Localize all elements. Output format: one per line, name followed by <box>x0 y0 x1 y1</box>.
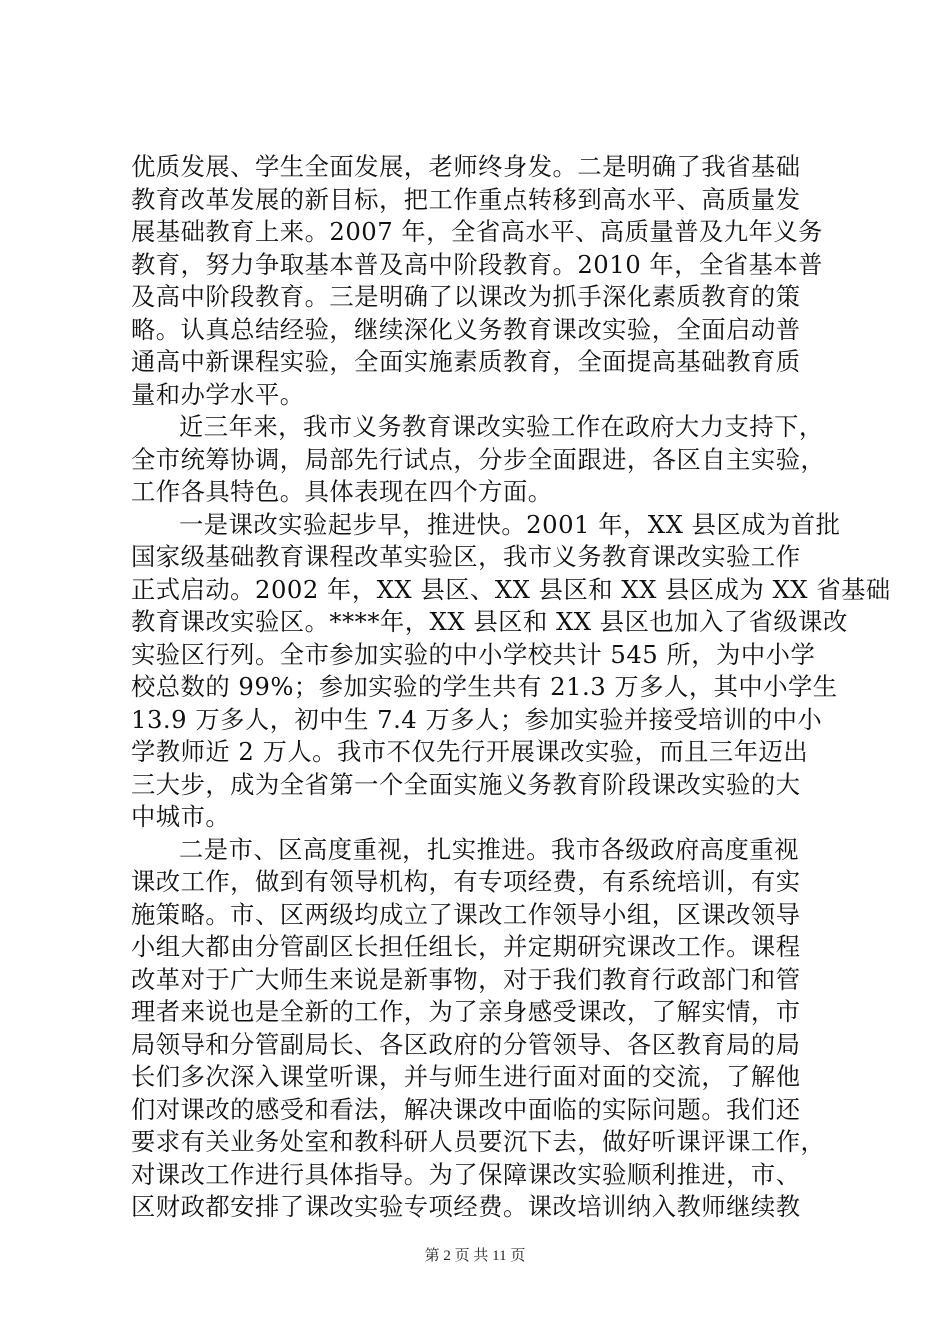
text-line: 教育改革发展的新目标，把工作重点转移到高水平、高质量发 <box>131 184 801 214</box>
text-line: 教育课改实验区。****年，XX 县区和 XX 县区也加入了省级课改 <box>131 607 848 636</box>
body-text <box>131 151 891 1224</box>
text-line: 全市统筹协调，局部先行试点，分步全面跟进，各区自主实验， <box>131 444 826 474</box>
text-line: 通高中新课程实验，全面实施素质教育，全面提高基础教育质 <box>131 347 801 376</box>
text-line: 中城市。 <box>131 802 231 831</box>
text-line: 教育，努力争取基本普及高中阶段教育。2010 年，全省基本普 <box>131 249 823 279</box>
text-line: 要求有关业务处室和教科研人员要沉下去，做好听课评课工作， <box>131 1127 826 1156</box>
text-line: 实验区行列。全市参加实验的中小学校共计 545 所，为中小学 <box>131 639 816 669</box>
text-line: 施策略。市、区两级均成立了课改工作领导小组，区课改领导 <box>131 899 801 929</box>
text-line: 理者来说也是全新的工作，为了亲身感受课改，了解实情，市 <box>131 997 801 1026</box>
paragraph-first-line: 一是课改实验起步早，推进快。2001 年，XX 县区成为首批 <box>179 509 841 539</box>
page-number-footer: 第 2 页 共 11 页 <box>424 1248 526 1264</box>
text-line: 展基础教育上来。2007 年，全省高水平、高质量普及九年义务 <box>131 217 823 246</box>
text-line: 课改工作，做到有领导机构，有专项经费，有系统培训，有实 <box>131 867 801 896</box>
paragraph-first-line: 近三年来，我市义务教育课改实验工作在政府大力支持下， <box>179 412 824 441</box>
paragraph-first-line: 二是市、区高度重视，扎实推进。我市各级政府高度重视 <box>179 834 799 864</box>
text-line: 三大步，成为全省第一个全面实施义务教育阶段课改实验的大 <box>131 769 801 799</box>
text-line: 学教师近 2 万人。我市不仅先行开展课改实验，而且三年迈出 <box>131 737 809 766</box>
text-line: 工作各具特色。具体表现在四个方面。 <box>131 477 553 506</box>
text-line: 长们多次深入课堂听课，并与师生进行面对面的交流，了解他 <box>131 1062 801 1091</box>
text-line: 国家级基础教育课程改革实验区，我市义务教育课改实验工作 <box>131 542 801 571</box>
text-line: 略。认真总结经验，继续深化义务教育课改实验，全面启动普 <box>131 314 801 344</box>
text-line: 正式启动。2002 年，XX 县区、XX 县区和 XX 县区成为 XX 省基础 <box>131 574 891 604</box>
text-line: 小组大都由分管副区长担任组长，并定期研究课改工作。课程 <box>131 932 801 961</box>
text-line: 13.9 万多人，初中生 7.4 万多人；参加实验并接受培训的中小 <box>131 704 823 734</box>
text-line: 及高中阶段教育。三是明确了以课改为抓手深化素质教育的策 <box>131 282 801 311</box>
text-line: 量和办学水平。 <box>131 379 305 409</box>
text-line: 改革对于广大师生来说是新事物，对于我们教育行政部门和管 <box>131 964 801 994</box>
text-line: 对课改工作进行具体指导。为了保障课改实验顺利推进，市、 <box>131 1159 801 1189</box>
text-line: 优质发展、学生全面发展，老师终身发。二是明确了我省基础 <box>131 152 801 181</box>
text-line: 局领导和分管副局长、各区政府的分管领导、各区教育局的局 <box>131 1029 801 1059</box>
text-line: 们对课改的感受和看法，解决课改中面临的实际问题。我们还 <box>131 1094 801 1124</box>
text-line: 区财政都安排了课改实验专项经费。课改培训纳入教师继续教 <box>131 1192 801 1221</box>
text-line: 校总数的 99%；参加实验的学生共有 21.3 万多人，其中小学生 <box>131 672 838 701</box>
